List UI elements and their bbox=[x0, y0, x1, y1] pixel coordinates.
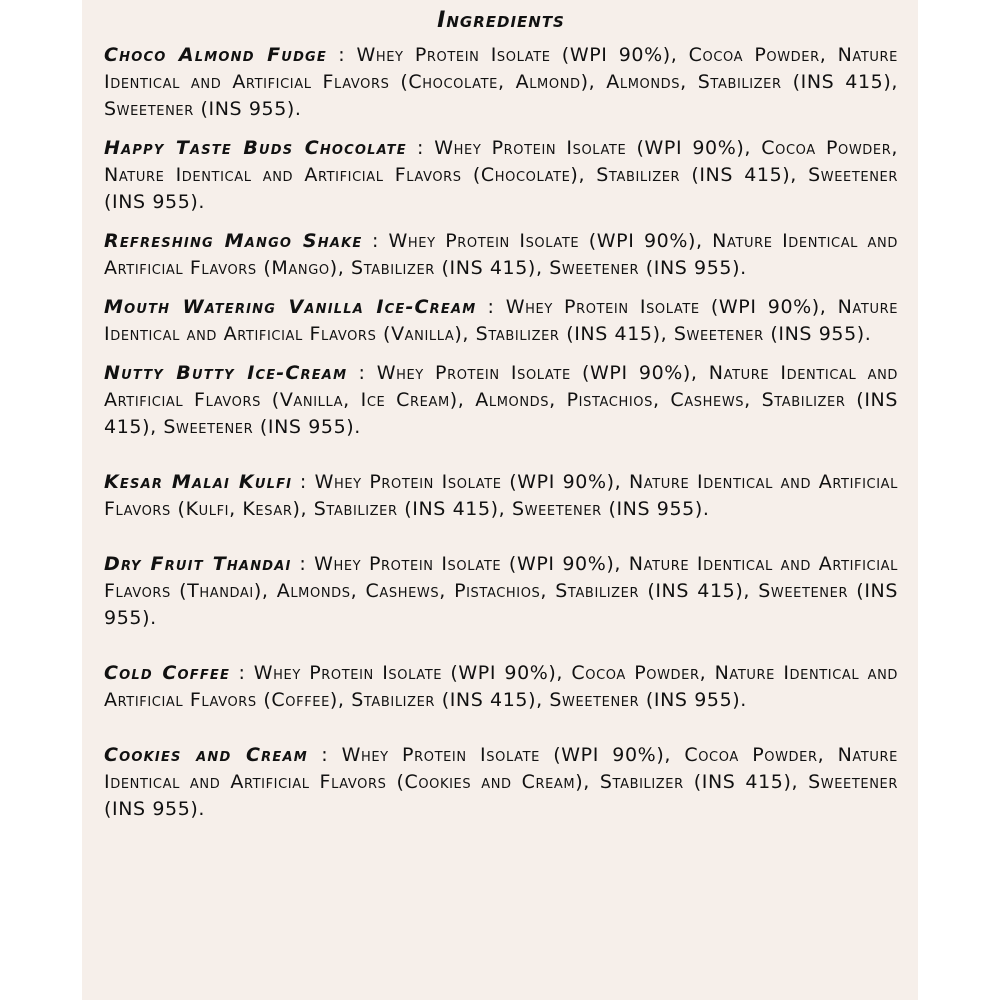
separator: : bbox=[406, 137, 435, 159]
flavor-name: Dry Fruit Thandai bbox=[104, 553, 292, 575]
flavor-name: Choco Almond Fudge bbox=[104, 44, 328, 66]
ingredient-list: Whey Protein Isolate (WPI 90%), Nature Identical and Artificial Flavors (Thandai), Almonds, Cashews, Pistachios, Stabilizer (INS 415), Sweetener (INS 955). bbox=[104, 553, 898, 629]
flavor-name: Mouth Watering Vanilla Ice-Cream bbox=[104, 296, 477, 318]
ingredients-heading: Ingredients bbox=[437, 8, 565, 33]
ingredient-entry-cookies-and-cream bbox=[104, 742, 898, 823]
separator: : bbox=[291, 553, 315, 575]
ingredient-list: Whey Protein Isolate (WPI 90%), Nature Identical and Artificial Flavors (Mango), Stabilizer (INS 415), Sweetener (INS 955). bbox=[104, 230, 898, 279]
separator: : bbox=[327, 44, 357, 66]
separator: : bbox=[230, 662, 254, 684]
ingredient-entry-dry-fruit-thandai bbox=[104, 551, 898, 632]
ingredient-entry-mouth-watering-vanilla-ice-cream bbox=[104, 294, 898, 348]
ingredient-entry-nutty-butty-ice-cream bbox=[104, 360, 898, 441]
flavor-name: Happy Taste Buds Chocolate bbox=[104, 137, 407, 159]
flavor-name: Kesar Malai Kulfi bbox=[104, 471, 293, 493]
separator: : bbox=[362, 230, 389, 252]
separator: : bbox=[347, 362, 377, 384]
ingredient-list: Whey Protein Isolate (WPI 90%), Cocoa Powder, Nature Identical and Artificial Flavors (Chocolate, Almond), Almonds, Stabilizer (INS 415), Sweetener (INS 955). bbox=[104, 44, 898, 120]
ingredient-list: Whey Protein Isolate (WPI 90%), Nature Identical and Artificial Flavors (Kulfi, Kesar), Stabilizer (INS 415), Sweetener (INS 955). bbox=[104, 471, 898, 520]
separator: : bbox=[476, 296, 506, 318]
ingredient-entry-kesar-malai-kulfi bbox=[104, 469, 898, 523]
flavor-name: Nutty Butty Ice-Cream bbox=[104, 362, 348, 384]
ingredient-list: Whey Protein Isolate (WPI 90%), Cocoa Powder, Nature Identical and Artificial Flavors (Chocolate), Stabilizer (INS 415), Sweetener (INS 955). bbox=[104, 137, 898, 213]
ingredient-entry-choco-almond-fudge bbox=[104, 42, 898, 123]
ingredient-entry-refreshing-mango-shake bbox=[104, 228, 898, 282]
ingredients-panel bbox=[82, 0, 918, 1000]
ingredient-list: Whey Protein Isolate (WPI 90%), Cocoa Powder, Nature Identical and Artificial Flavors (Coffee), Stabilizer (INS 415), Sweetener (INS 955). bbox=[104, 662, 899, 711]
ingredient-list: Whey Protein Isolate (WPI 90%), Cocoa Powder, Nature Identical and Artificial Flavors (Cookies and Cream), Stabilizer (INS 415), Sweetener (INS 955). bbox=[104, 744, 898, 820]
separator: : bbox=[292, 471, 315, 493]
ingredient-list: Whey Protein Isolate (WPI 90%), Nature Identical and Artificial Flavors (Vanilla), Stabilizer (INS 415), Sweetener (INS 955). bbox=[104, 296, 899, 345]
flavor-name: Refreshing Mango Shake bbox=[104, 230, 363, 252]
ingredient-entry-cold-coffee bbox=[104, 660, 898, 714]
separator: : bbox=[307, 744, 342, 766]
ingredient-entry-happy-taste-buds-chocolate bbox=[104, 135, 898, 216]
flavor-name: Cold Coffee bbox=[104, 662, 231, 684]
flavor-name: Cookies and Cream bbox=[104, 744, 308, 766]
ingredient-list: Whey Protein Isolate (WPI 90%), Nature Identical and Artificial Flavors (Vanilla, Ice Cream), Almonds, Pistachios, Cashews, Stabilizer (INS 415), Sweetener (INS 955). bbox=[104, 362, 899, 438]
